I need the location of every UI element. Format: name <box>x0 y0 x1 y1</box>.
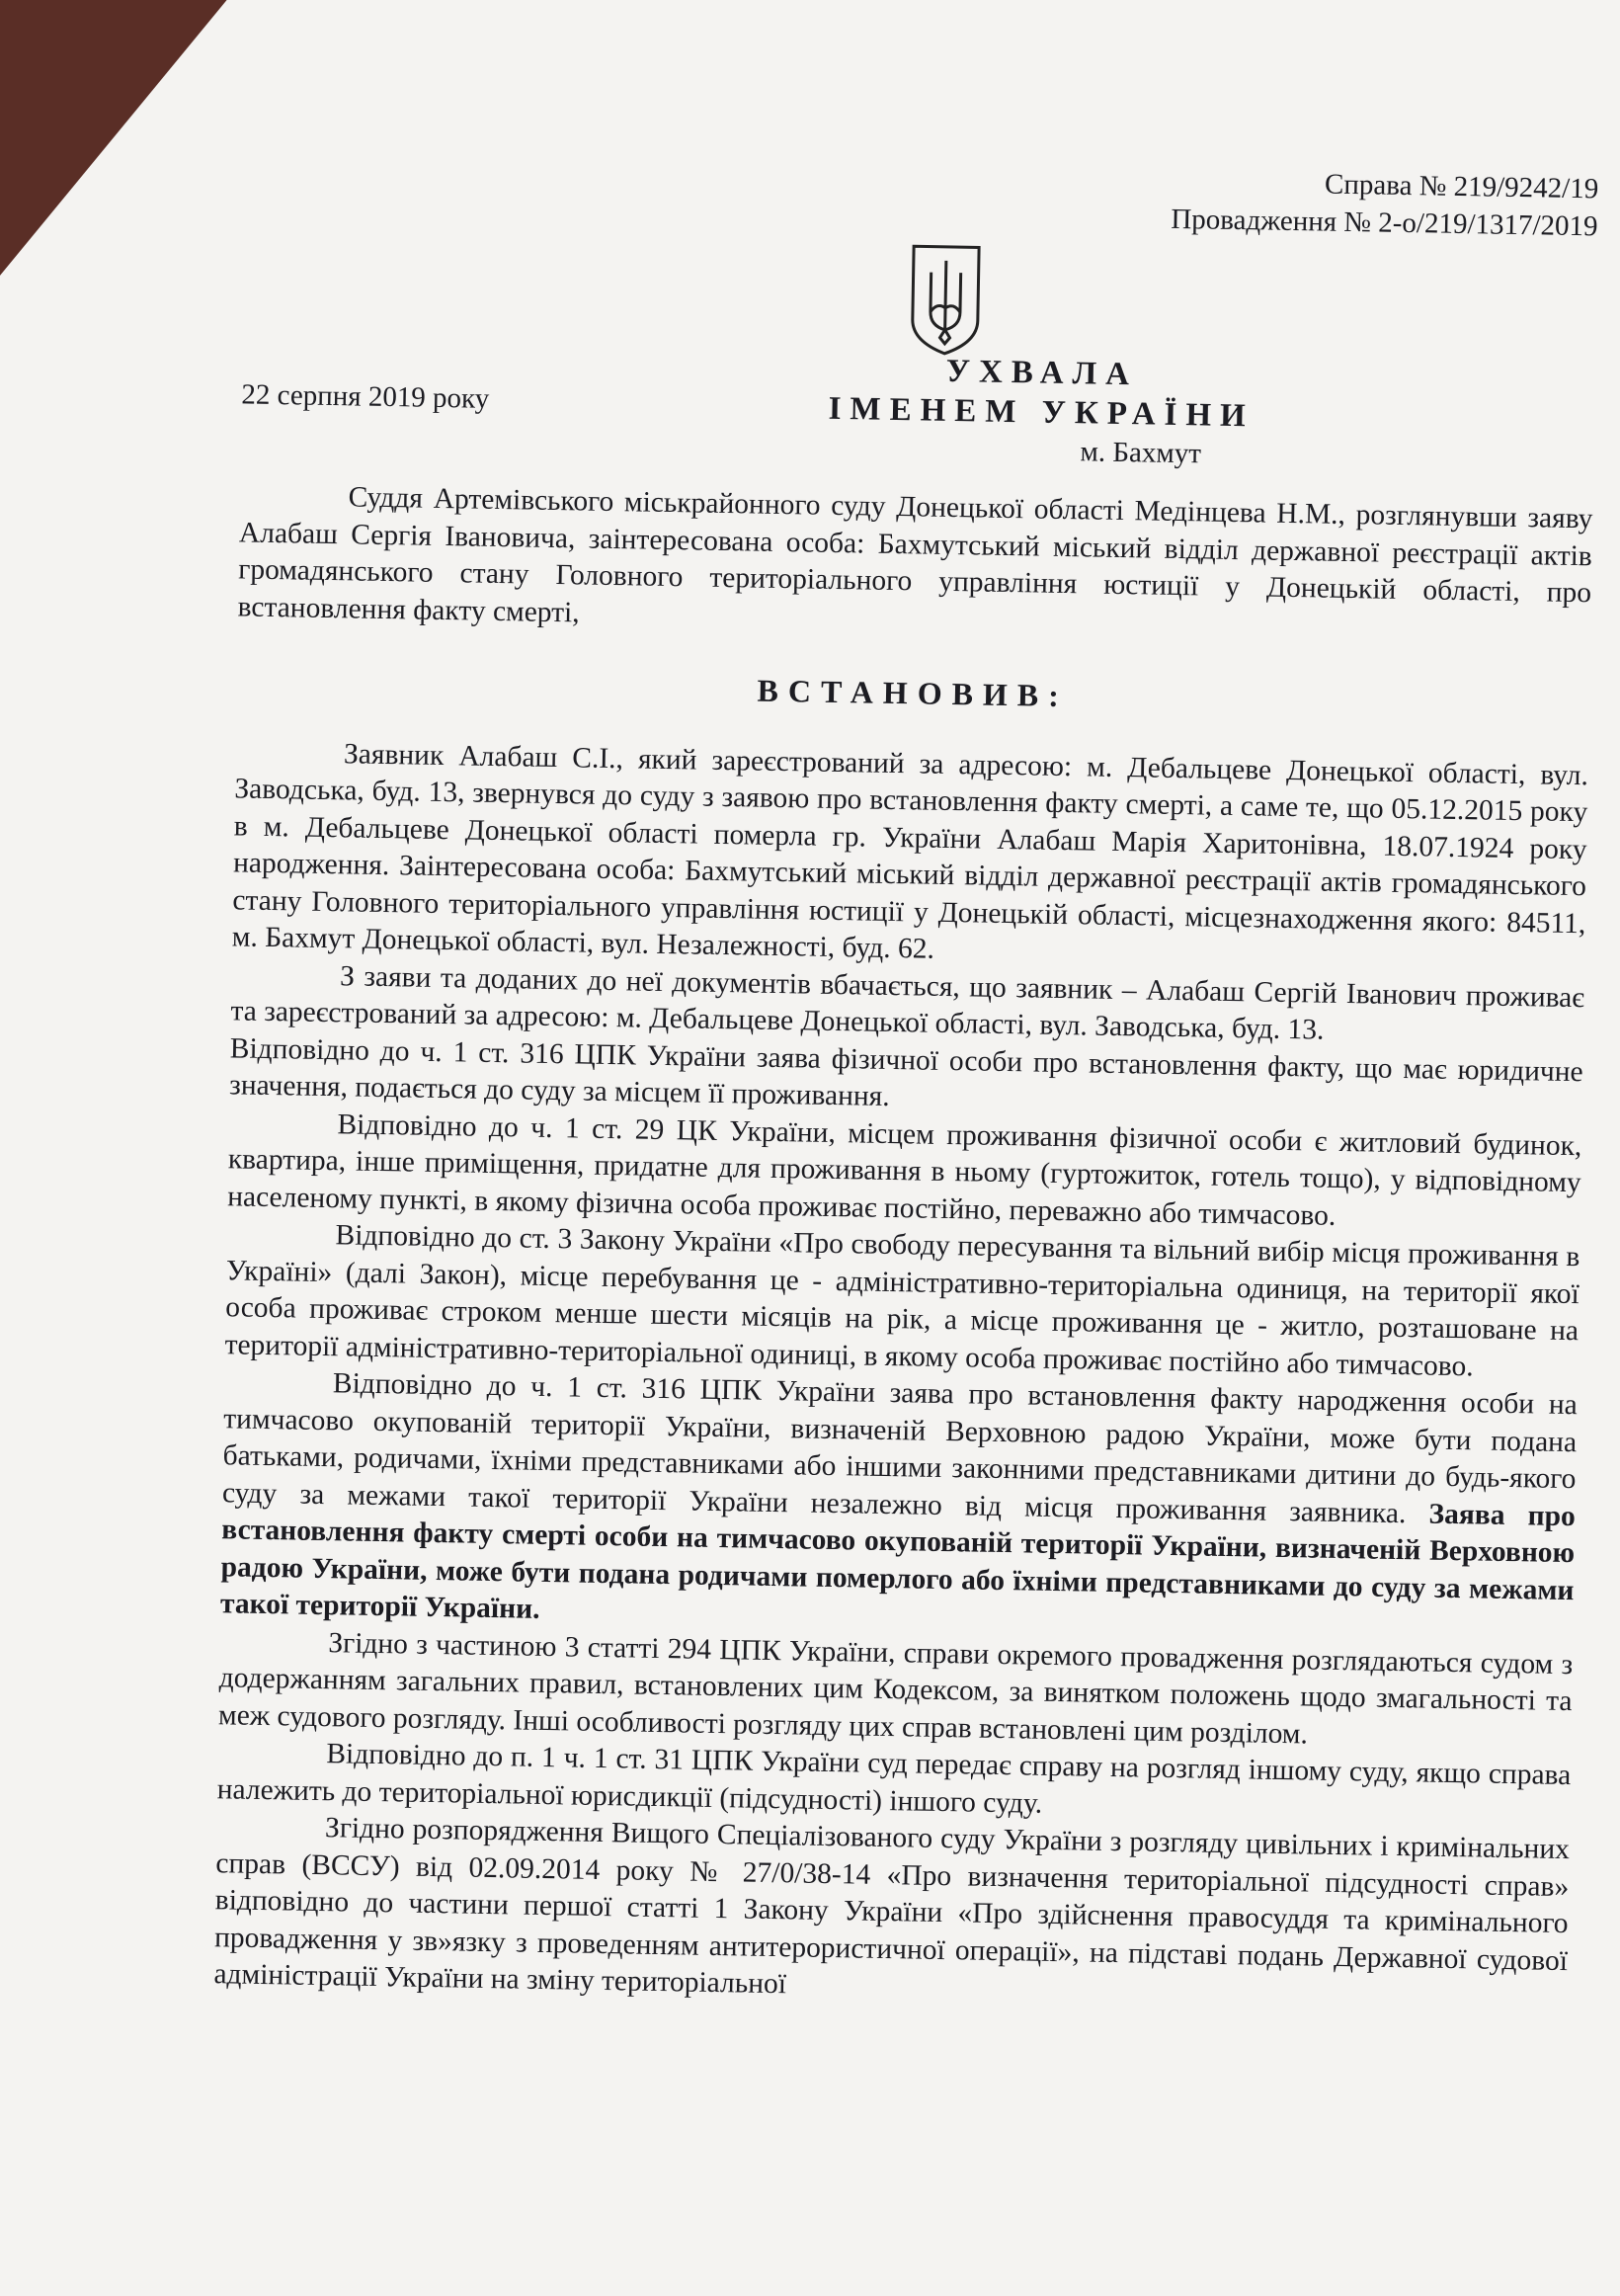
paragraph-8: Відповідно до п. 1 ч. 1 ст. 31 ЦПК України суд передає справу на розгляд іншому суду, якщо справа належить до територіальної юрисдикції (підсудності) іншого суду. <box>216 1738 1572 1820</box>
title-line-2: ІМЕНЕМ УКРАЇНИ <box>828 390 1256 435</box>
case-number: Справа № 219/9242/19 <box>1324 168 1599 205</box>
intro-paragraph: Суддя Артемівського міськрайонного суду Донецької області Медінцева Н.М., розглянувши заяву Алабаш Сергія Івановича, заінтересована особа: Бахмутський міський відділ державної реєстрації актів громадянського стану Головного територіального управління юстиції у Донецькій області, про встановлення факту смерті, <box>237 481 1593 628</box>
paragraph-6-text: Відповідно до ч. 1 ст. 316 ЦПК України заява про встановлення факту народження особи на тимчасово окупованій території України, визначеній Верховною радою України, може бути подана батьками, родичами, їхніми представниками або іншими законними представниками дитини до будь-якого суду за межами такої території України незалежно від місця проживання заявника. <box>221 1367 1579 1529</box>
proceeding-number: Провадження № 2-о/219/1317/2019 <box>1171 203 1598 243</box>
document-date: 22 серпня 2019 року <box>241 378 490 415</box>
paragraph-1: Заявник Алабаш С.І., який зареєстрований за адресою: м. Дебальцеве Донецької області, вул. Заводська, буд. 13, звернувся до суду з заявою про встановлення факту смерті, а саме те, що 05.12.2015 року в м. Дебальцеве Донецької області померла гр. України Алабаш Марія Харитонівна, 18.07.1924 року народження. Заінтересована особа: Бахмутський міський відділ державної реєстрації актів громадянського стану Головного територіального управління юстиції у Донецькій області, місцезнаходження якого: 84511, м. Бахмут Донецької області, вул. Незалежності, буд. 62. <box>231 737 1589 965</box>
document-body <box>213 477 1593 2016</box>
paragraph-2: З заяви та доданих до неї документів вбачається, що заявник – Алабаш Сергій Іванович проживає та зареєстрований за адресою: м. Дебальцеве Донецької області, вул. Заводська, буд. 13. <box>230 959 1585 1046</box>
title-line-1: УХВАЛА <box>945 353 1139 393</box>
paragraph-9: Згідно розпорядження Вищого Спеціалізованого суду України з розгляду цивільних і кримінальних справ (ВССУ) від 02.09.2014 року № 27/0/38-14 «Про визначення територіальної підсудності справ» відповідно до частини першої статті 1 Закону України «Про здійснення правосуддя та кримінального провадження у зв»язку з проведенням антитерористичної операції», на підставі подань Державної судової адміністрації України на зміну територіальної <box>213 1812 1571 2001</box>
section-heading: ВСТАНОВИВ: <box>757 672 1070 714</box>
document-city: м. Бахмут <box>1080 436 1202 470</box>
paragraph-6 <box>220 1363 1578 1646</box>
document-title <box>765 349 1319 438</box>
paragraph-5: Відповідно до ст. 3 Закону України «Про свободу пересування та вільний вибір місця проживання в Україні» (далі Закон), місце перебування це - адміністративно-територіальна одиниця, на території якої особа проживає строком менше шести місяців на рік, а місце проживання це - житло, розташоване на території адміністративно-територіальної одиниці, в якому особа проживає постійно або тимчасово. <box>224 1219 1580 1382</box>
paragraph-3: Відповідно до ч. 1 ст. 316 ЦПК України заява фізичної особи про встановлення факту, що має юридичне значення, подається до суду за місцем її проживання. <box>228 1031 1583 1112</box>
paragraph-4: Відповідно до ч. 1 ст. 29 ЦК України, місцем проживання фізичної особи є житловий будинок, квартира, інше приміщення, придатне для проживання в ньому (гуртожиток, готель тощо), у відповідному населеному пункті, в якому фізична особа проживає постійно, переважно або тимчасово. <box>226 1107 1582 1232</box>
case-header <box>1171 163 1599 246</box>
paragraph-7: Згідно з частиною 3 статті 294 ЦПК України, справи окремого провадження розглядаються судом з додержанням загальних правил, встановлених цим Кодексом, за винятком положень щодо змагальності та меж судового розгляду. Інші особливості розгляду цих справ встановлені цим розділом. <box>217 1626 1574 1750</box>
coat-of-arms-icon <box>904 242 987 357</box>
bold-sentence: Заява про встановлення факту смерті особи на тимчасово окупованій території України, визначеній Верховною радою України, може бути подана родичами померлого або їхніми представниками до суду за межами такої території України. <box>219 1498 1577 1625</box>
court-ruling-page <box>179 136 1598 2294</box>
